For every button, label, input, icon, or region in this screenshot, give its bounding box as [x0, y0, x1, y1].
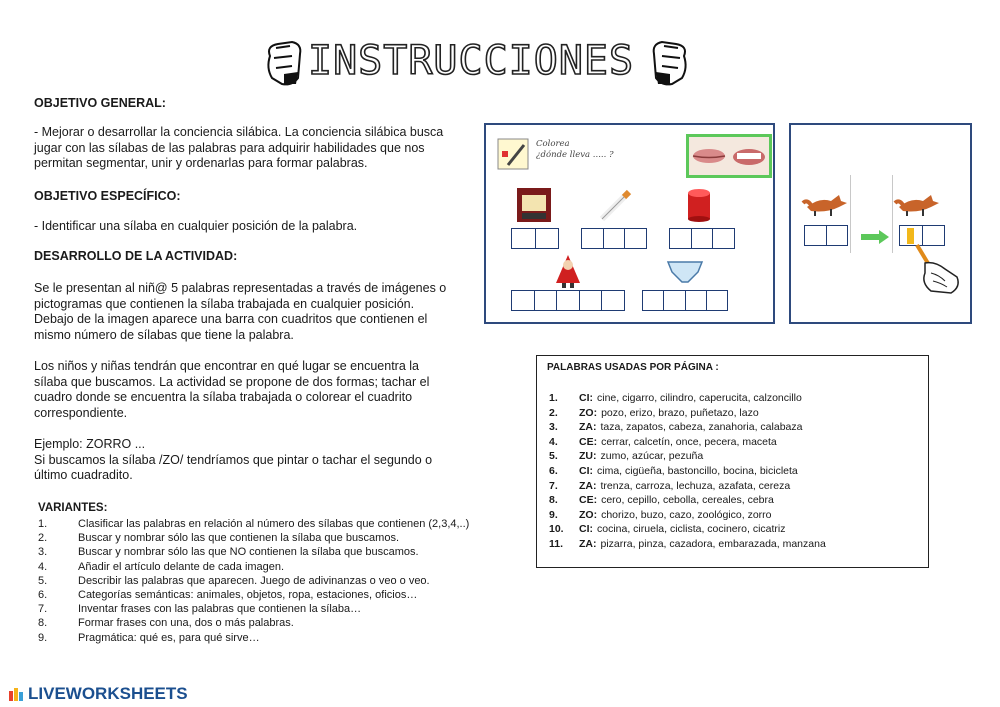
- objetivo-general-heading: OBJETIVO GENERAL:: [34, 96, 166, 110]
- closed-lips-icon: [689, 137, 729, 175]
- item-text: cine, cigarro, cilindro, caperucita, calzoncillo: [597, 392, 802, 404]
- color-mark: [907, 228, 914, 244]
- variantes-heading: VARIANTES:: [38, 502, 108, 514]
- divider: [850, 175, 851, 253]
- text-line: permitan segmentar, unir y ordenarlas para formar palabras.: [34, 156, 368, 170]
- logo-text: LIVEWORKSHEETS: [28, 684, 188, 703]
- right-hand-icon: [648, 38, 692, 88]
- syllable-key: CI:: [579, 392, 593, 404]
- syllable-key: ZO:: [579, 406, 598, 419]
- list-item: [549, 509, 772, 521]
- syllable-key: ZU:: [579, 450, 597, 463]
- item-text: Buscar y nombrar sólo las que NO contienen la sílaba que buscamos.: [78, 546, 419, 559]
- list-item: [549, 392, 802, 404]
- item-number: 11.: [549, 538, 564, 550]
- item-text: Categorías semánticas: animales, objetos, ropa, estaciones, oficios…: [78, 589, 418, 602]
- smile-teeth-icon: [729, 137, 769, 175]
- item-number: 8.: [38, 617, 48, 630]
- item-number: 7.: [38, 603, 48, 616]
- syllable-key: ZA:: [579, 421, 597, 434]
- item-number: 5.: [549, 450, 558, 463]
- list-item: [38, 574, 508, 588]
- syllable-key: ZA:: [579, 538, 597, 550]
- syllable-boxes[interactable]: [642, 290, 728, 311]
- syllable-key: CE:: [579, 435, 598, 448]
- syllable-boxes: [804, 225, 848, 246]
- text-line: sílaba que buscamos. La actividad se propone de dos formas; tachar el: [34, 374, 430, 389]
- list-item: [549, 480, 790, 492]
- text-line: Se le presentan al niñ@ 5 palabras representadas a través de imágenes o: [34, 281, 447, 295]
- objetivo-general-text: [34, 125, 474, 172]
- syllable-boxes[interactable]: [511, 228, 559, 249]
- item-number: 4.: [549, 435, 558, 448]
- arrow-right-icon: [859, 229, 891, 245]
- objetivo-especifico-heading: OBJETIVO ESPECÍFICO:: [34, 189, 181, 203]
- desarrollo-heading: DESARROLLO DE LA ACTIVIDAD:: [34, 249, 238, 263]
- palabras-heading: PALABRAS USADAS POR PÁGINA :: [547, 362, 719, 373]
- coloring-instruction-icon: [496, 137, 530, 171]
- fox-icon: [893, 187, 943, 217]
- text-line: pictogramas que contienen la sílaba trabajada en cualquier posición.: [34, 296, 415, 311]
- list-item: [549, 538, 826, 550]
- list-item: [38, 616, 508, 630]
- item-number: 10.: [549, 523, 564, 536]
- item-number: 1.: [38, 518, 48, 530]
- list-item: [38, 517, 508, 531]
- item-number: 6.: [549, 465, 558, 477]
- little-red-riding-hood-pictogram: [552, 253, 584, 289]
- item-number: 4.: [38, 560, 48, 573]
- item-text: trenza, carroza, lechuza, azafata, cereza: [600, 479, 791, 492]
- item-text: Buscar y nombrar sólo las que contienen la sílaba que buscamos.: [78, 532, 400, 545]
- item-number: 9.: [38, 631, 48, 644]
- item-text: cero, cepillo, cebolla, cereales, cebra: [601, 494, 774, 507]
- list-item: [38, 545, 508, 559]
- page-title: INSTRUCCIONES: [308, 38, 635, 84]
- liveworksheets-logo-icon: [8, 686, 26, 702]
- item-text: zumo, azúcar, pezuña: [600, 450, 704, 463]
- item-number: 5.: [38, 574, 48, 587]
- item-text: Inventar frases con las palabras que contienen la sílaba…: [78, 603, 362, 616]
- desarrollo-paragraph-3: [34, 437, 477, 484]
- cylinder-pictogram: [684, 187, 714, 223]
- instruction-text: [536, 139, 614, 161]
- fox-example-panel: [789, 123, 972, 324]
- item-number: 2.: [549, 406, 558, 419]
- cinema-pictogram: [516, 187, 552, 223]
- mouth-pictogram: [686, 134, 772, 178]
- item-number: 9.: [549, 508, 558, 521]
- item-text: Pragmática: qué es, para qué sirve…: [78, 631, 260, 644]
- list-item: [38, 631, 508, 645]
- syllable-key: ZA:: [579, 479, 597, 492]
- item-text: Clasificar las palabras en relación al número des sílabas que contienen (2,3,4,..): [78, 518, 470, 530]
- syllable-boxes[interactable]: [581, 228, 647, 249]
- instruction-line: ¿dónde lleva ..... ?: [536, 150, 614, 160]
- text-line: cuadro donde se encuentra la sílaba trabajada o colorear el cuadrito: [34, 390, 413, 404]
- objetivo-especifico-text: - Identificar una sílaba en cualquier posición de la palabra.: [34, 219, 358, 233]
- item-number: 3.: [38, 546, 48, 559]
- list-item: [38, 588, 508, 602]
- liveworksheets-logo[interactable]: [8, 684, 188, 704]
- syllable-boxes[interactable]: [511, 290, 625, 311]
- hand-with-crayon-icon: [911, 243, 963, 297]
- text-line: mismo número de sílabas que tiene la palabra.: [34, 327, 294, 342]
- list-item: [38, 531, 508, 545]
- underpants-pictogram: [666, 258, 704, 286]
- text-line: jugar con las sílabas de las palabras para adquirir habilidades que nos: [34, 140, 425, 155]
- text-line: Si buscamos la sílaba /ZO/ tendríamos que pintar o tachar el segundo o: [34, 452, 433, 467]
- list-item: [38, 560, 508, 574]
- text-line: último cuadradito.: [34, 468, 133, 482]
- item-text: cima, cigüeña, bastoncillo, bocina, bicicleta: [597, 465, 798, 477]
- item-text: pizarra, pinza, cazadora, embarazada, manzana: [600, 538, 826, 550]
- syllable-key: CI:: [579, 465, 593, 477]
- item-number: 8.: [549, 494, 558, 507]
- syllable-key: ZO:: [579, 508, 598, 521]
- item-number: 7.: [549, 479, 558, 492]
- text-line: - Mejorar o desarrollar la conciencia silábica. La conciencia silábica busca: [34, 125, 444, 139]
- list-item: [549, 407, 759, 419]
- item-number: 2.: [38, 532, 48, 545]
- palabras-usadas-box: [536, 355, 929, 568]
- item-text: chorizo, buzo, cazo, zoológico, zorro: [601, 508, 772, 521]
- desarrollo-paragraph-2: [34, 359, 477, 421]
- item-text: cocina, ciruela, ciclista, cocinero, cicatriz: [597, 523, 786, 536]
- instruction-line: Colorea: [536, 139, 570, 149]
- list-item: [549, 523, 785, 535]
- item-text: Describir las palabras que aparecen. Juego de adivinanzas o veo o veo.: [78, 574, 430, 587]
- list-item: [38, 602, 508, 616]
- title-banner: [262, 30, 692, 92]
- text-line: Ejemplo: ZORRO ...: [34, 437, 146, 451]
- list-item: [549, 436, 777, 448]
- desarrollo-paragraph-1: [34, 281, 477, 343]
- item-text: taza, zapatos, cabeza, zanahoria, calabaza: [600, 421, 803, 434]
- list-item: [549, 450, 703, 462]
- list-item: [549, 465, 798, 477]
- item-text: Formar frases con una, dos o más palabras.: [78, 617, 294, 630]
- syllable-key: CE:: [579, 494, 598, 507]
- syllable-boxes[interactable]: [669, 228, 735, 249]
- fox-icon: [801, 187, 849, 217]
- example-worksheet-panel: [484, 123, 775, 324]
- text-line: Debajo de la imagen aparece una barra con cuadritos que contienen el: [34, 312, 428, 326]
- item-text: Añadir el artículo delante de cada imagen.: [78, 560, 285, 573]
- text-line: correspondiente.: [34, 405, 128, 420]
- variantes-list: [38, 517, 508, 645]
- left-hand-icon: [262, 38, 306, 88]
- item-text: pozo, erizo, brazo, puñetazo, lazo: [601, 406, 759, 419]
- item-number: 3.: [549, 421, 558, 434]
- syllable-key: CI:: [579, 523, 593, 536]
- cigarette-pictogram: [598, 189, 634, 223]
- list-item: [549, 421, 802, 433]
- item-number: 1.: [549, 392, 558, 404]
- text-line: Los niños y niñas tendrán que encontrar en qué lugar se encuentra la: [34, 359, 419, 373]
- item-text: cerrar, calcetín, once, pecera, maceta: [601, 435, 777, 448]
- item-number: 6.: [38, 589, 48, 602]
- list-item: [549, 494, 774, 506]
